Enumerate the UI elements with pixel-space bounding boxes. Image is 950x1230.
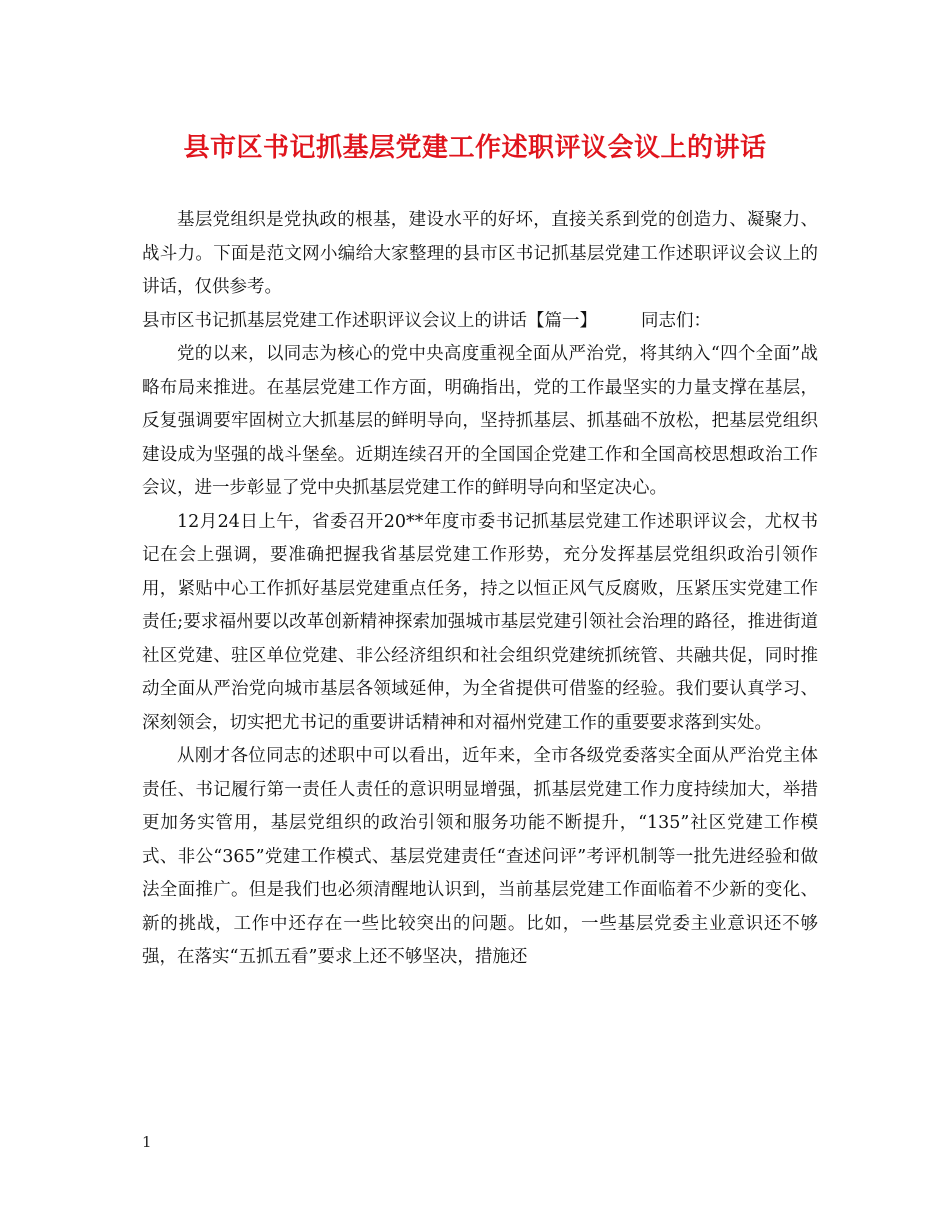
section-heading: 县市区书记抓基层党建工作述职评议会议上的讲话【篇一】 (142, 310, 597, 331)
body-paragraph-1: 党的以来，以同志为核心的党中央高度重视全面从严治党，将其纳入“四个全面”战略布局来推进。在基层党建工作方面，明确指出，党的工作最坚实的力量支撑在基层，反复强调要牢固树立大抓基层的鲜明导向，坚持抓基层、抓基础不放松，把基层党组织建设成为坚强的战斗堡垒。近期连续召开的全国国企党建工作和全国高校思想政治工作会议，进一步彰显了党中央抓基层党建工作的鲜明导向和坚定决心。 (142, 344, 818, 498)
section-heading-line (142, 305, 818, 339)
body-paragraph-3: 从刚才各位同志的述职中可以看出，近年来，全市各级党委落实全面从严治党主体责任、书记履行第一责任人责任的意识明显增强，抓基层党建工作力度持续加大，举措更加务实管用，基层党组织的政治引领和服务功能不断提升，“135”社区党建工作模式、非公“365”党建工作模式、基层党建责任“查述问评”考评机制等一批先进经验和做法全面推广。但是我们也必须清醒地认识到，当前基层党建工作面临着不少新的变化、新的挑战，工作中还存在一些比较突出的问题。比如，一些基层党委主业意识还不够强，在落实“五抓五看”要求上还不够坚决，措施还 (142, 746, 818, 967)
document-body (142, 204, 818, 975)
document-title: 县市区书记抓基层党建工作述职评议会议上的讲话 (183, 133, 767, 163)
body-paragraph-2: 12月24日上午，省委召开20**年度市委书记抓基层党建工作述职评议会，尤权书记在会上强调，要准确把握我省基层党建工作形势，充分发挥基层党组织政治引领作用，紧贴中心工作抓好基层党建重点任务，持之以恒正风气反腐败，压紧压实党建工作责任;要求福州要以改革创新精神探索加强城市基层党建引领社会治理的路径，推进街道社区党建、驻区单位党建、非公经济组织和社会组织党建统抓统管、共融共促，同时推动全面从严治党向城市基层各领域延伸，为全省提供可借鉴的经验。我们要认真学习、深刻领会，切实把尤书记的重要讲话精神和对福州党建工作的重要要求落到实处。 (142, 511, 818, 733)
intro-paragraph: 基层党组织是党执政的根基，建设水平的好坏，直接关系到党的创造力、凝聚力、战斗力。下面是范文网小编给大家整理的县市区书记抓基层党建工作述职评议会议上的讲话，仅供参考。 (142, 210, 818, 297)
page-number: 1 (142, 1133, 152, 1151)
salutation: 同志们： (641, 310, 711, 331)
